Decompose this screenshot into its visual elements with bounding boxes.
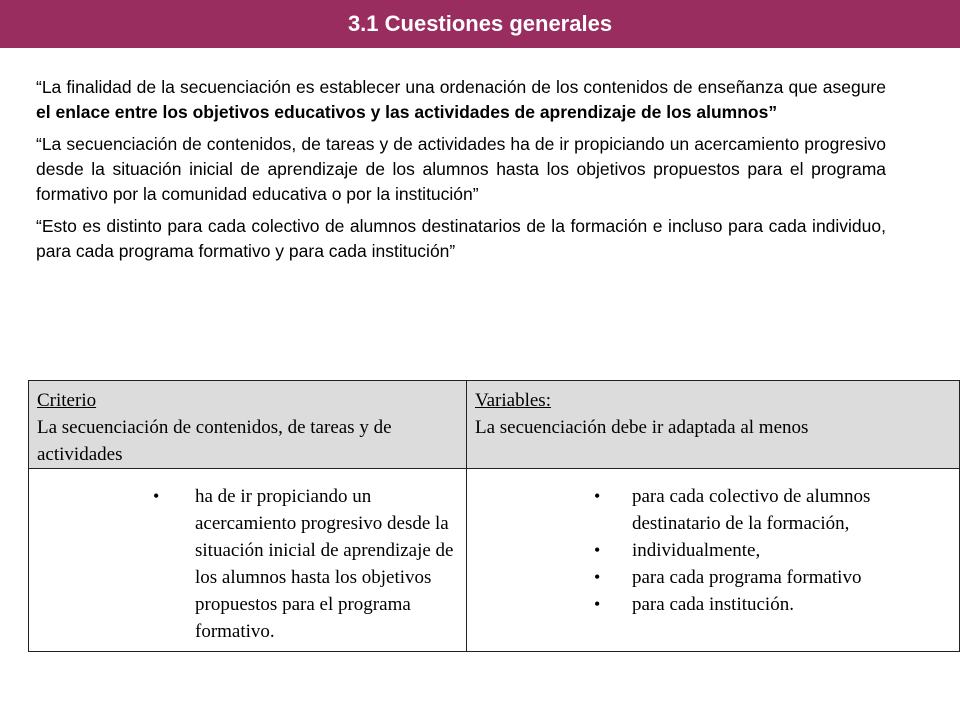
criterio-list: [153, 483, 465, 645]
quote-1-text: “La finalidad de la secuenciación es establecer una ordenación de los contenidos de enseñanza que asegure: [36, 77, 886, 97]
bullet-icon: •: [594, 594, 601, 614]
variables-list: [594, 483, 932, 618]
list-item-text: individualmente,: [632, 540, 761, 561]
quote-1: [36, 75, 886, 125]
quote-1-bold-text: el enlace entre los objetivos educativos y las actividades de aprendizaje de los alumnos”: [36, 102, 778, 122]
criterio-body-cell: [29, 469, 467, 652]
criteria-table: [28, 380, 960, 652]
list-item: [594, 537, 932, 564]
quote-3: “Esto es distinto para cada colectivo de alumnos destinatarios de la formación e incluso para cada individuo, para cada programa formativo y para cada institución”: [36, 216, 886, 261]
list-item-text: ha de ir propiciando un acercamiento progresivo desde la situación inicial de aprendizaje de los alumnos hasta los objetivos propuestos para el programa formativo.: [195, 486, 454, 642]
variables-body-cell: [467, 469, 960, 652]
variables-text: La secuenciación debe ir adaptada al menos: [475, 417, 809, 438]
list-item-text: para cada institución.: [632, 594, 794, 615]
title-bar: [0, 0, 960, 48]
variables-title: Variables:: [475, 390, 551, 411]
criterio-title: Criterio: [37, 390, 97, 411]
bullet-icon: •: [594, 567, 601, 587]
bullet-icon: •: [594, 540, 601, 560]
list-item: [594, 483, 932, 537]
variables-header-cell: [467, 381, 960, 469]
list-item-text: para cada colectivo de alumnos destinatario de la formación,: [632, 486, 871, 534]
list-item: [594, 591, 932, 618]
list-item: [153, 483, 465, 645]
quote-2: “La secuenciación de contenidos, de tareas y de actividades ha de ir propiciando un acercamiento progresivo desde la situación inicial de aprendizaje de los alumnos hasta los objetivos propuestos para el programa formativo por la comunidad educativa o por la institución”: [36, 134, 886, 204]
criterio-text: La secuenciación de contenidos, de tareas y de actividades: [37, 417, 392, 465]
list-item-text: para cada programa formativo: [632, 567, 862, 588]
quotes-section: [36, 75, 886, 271]
bullet-icon: •: [594, 486, 601, 506]
criterio-header-cell: [29, 381, 467, 469]
page-title: 3.1 Cuestiones generales: [347, 11, 613, 36]
list-item: [594, 564, 932, 591]
bullet-icon: •: [153, 486, 160, 506]
